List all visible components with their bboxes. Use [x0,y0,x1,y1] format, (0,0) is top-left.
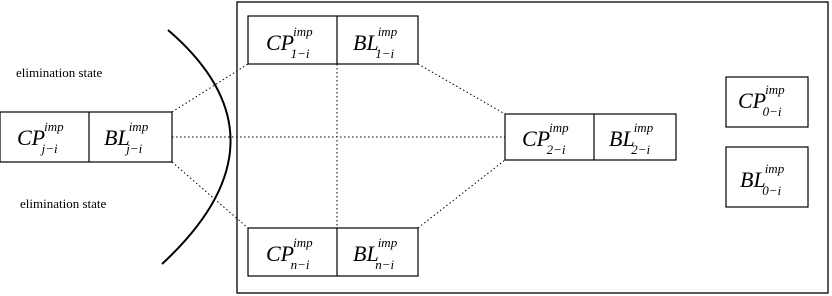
cell-cp1: CPimp 1−i [266,24,313,61]
box-2 [505,114,676,160]
cell-bl1: BLimp 1−i [353,24,398,61]
cell-cpn: CPimp n−i [266,235,313,272]
box-1 [248,16,418,64]
cell-bl0: BLimp 0−i [740,161,785,198]
cell-bln: BLimp n−i [353,235,398,272]
box-0-bl-frame [726,147,808,207]
cell-blj: BLimp j−i [104,119,149,156]
cell-cp0: CPimp 0−i [738,82,785,119]
box-0-bl [726,147,808,207]
connector-n-to-2 [418,160,505,228]
connector-1-to-2 [418,64,505,114]
connector-lines [172,64,505,228]
box-j [0,112,172,162]
state-label-bottom: elimination state [20,196,107,211]
cell-cp2: CPimp 2−i [522,120,569,157]
box-n [248,228,418,276]
box-0-cp [726,77,808,127]
cell-cpj: CPimp j−i [17,119,64,156]
cell-bl2: BLimp 2−i [609,120,654,157]
state-label-top: elimination state [16,65,103,80]
